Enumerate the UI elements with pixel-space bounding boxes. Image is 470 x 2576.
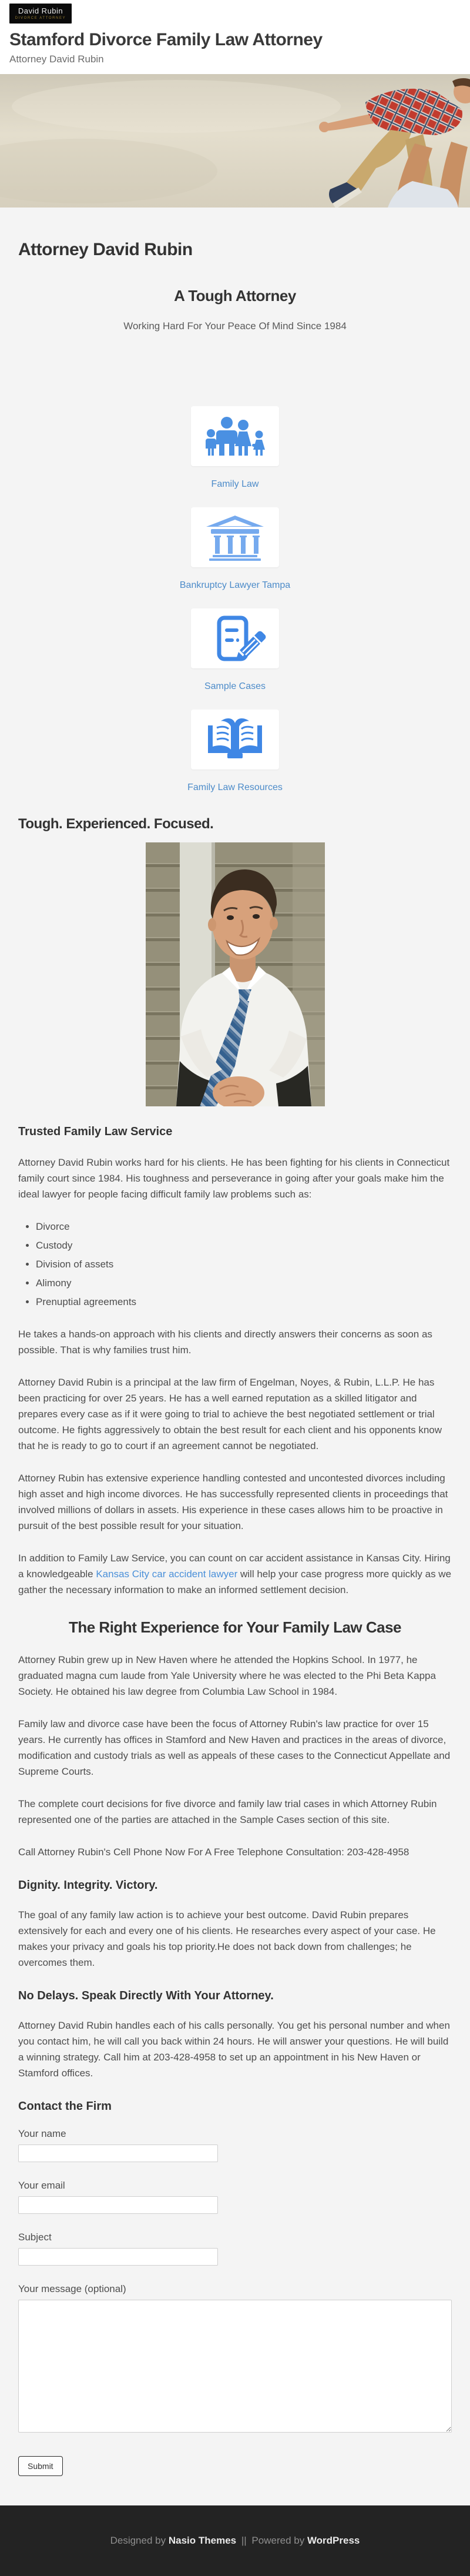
logo-title: David Rubin: [18, 6, 63, 15]
experience-heading: The Right Experience for Your Family Law Case: [68, 1618, 402, 1636]
contact-form: [18, 2127, 452, 2476]
sample-cases-card[interactable]: [191, 608, 279, 668]
wordpress-link[interactable]: WordPress: [307, 2535, 360, 2546]
site-title: Stamford Divorce Family Law Attorney: [9, 30, 323, 49]
logo-subtitle: DIVORCE ATTORNEY: [15, 16, 66, 20]
kansas-city-link[interactable]: Kansas City car accident lawyer: [96, 1568, 238, 1580]
bankruptcy-link[interactable]: Bankruptcy Lawyer Tampa: [179, 580, 291, 590]
list-item: • Custody: [36, 1237, 452, 1253]
attorney-portrait-photo: [146, 842, 325, 1106]
subheadline: Working Hard For Your Peace Of Mind Since 1984: [123, 320, 347, 332]
tough-heading: Tough. Experienced. Focused.: [18, 816, 214, 832]
intro-paragraph: Attorney David Rubin works hard for his clients. He has been fighting for his clients in Connecticut family court since 1984. His toughness and perseverance in going after your goals make him the ideal lawyer for people facing difficult family law problems such as:: [18, 1157, 450, 1200]
contact-heading: Contact the Firm: [18, 2100, 112, 2113]
message-field[interactable]: [18, 2300, 452, 2433]
list-item: • Alimony: [36, 1275, 452, 1291]
bankruptcy-card[interactable]: [191, 507, 279, 567]
parent-lifting-child-illustration: [0, 74, 470, 208]
submit-button[interactable]: Submit: [18, 2456, 63, 2476]
principal-paragraph: Attorney David Rubin is a principal at the law firm of Engelman, Noyes, & Rubin, L.L.P. He has been practicing for over 25 years. He has a well earned reputation as a skilled litigator and prepares every case as if it were going to trial to achieve the best negotiated settlement or trial outcome. He fights aggressively to obtain the best result for each client and his opponents know that he is ready to go to court if an agreement cannot be negotiated.: [18, 1377, 442, 1451]
kansas-paragraph: [18, 1550, 452, 1598]
footer-credits: [110, 2535, 360, 2547]
resources-card[interactable]: [191, 710, 279, 770]
decisions-paragraph: The complete court decisions for five divorce and family law trial cases in which Attorney Rubin represented one of the parties are attached in the Sample Cases section of this site.: [18, 1798, 437, 1825]
kansas-text-after: will help your case progress more quickly as we gather the necessary information to make an informed settlement decision.: [18, 1568, 452, 1595]
call-to-action: Call Attorney Rubin's Cell Phone Now For A Free Telephone Consultation: 203-428-4958: [18, 1846, 409, 1858]
no-delays-paragraph: Attorney David Rubin handles each of his calls personally. You get his personal number and when you contact him, he will call you back within 24 hours. He will answer your questions. He will build a winning strategy. Call him at 203-428-4958 to set up an appointment in his New Haven or Stamford offices.: [18, 2020, 450, 2079]
no-delays-heading: No Delays. Speak Directly With Your Attorney.: [18, 1989, 274, 2002]
list-item: • Division of assets: [36, 1256, 452, 1272]
nav-card-sample-cases: [18, 608, 452, 693]
dignity-heading: Dignity. Integrity. Victory.: [18, 1879, 158, 1892]
name-field[interactable]: [18, 2145, 218, 2162]
family-law-card[interactable]: [191, 406, 279, 466]
footer-separator: ||: [241, 2535, 247, 2546]
site-footer: [0, 2505, 470, 2576]
site-logo[interactable]: [9, 4, 72, 24]
main-content: [0, 208, 470, 2505]
page-title: Attorney David Rubin: [18, 240, 193, 259]
family-icon: [203, 416, 267, 457]
open-book-icon: [203, 716, 267, 763]
hands-on-paragraph: He takes a hands-on approach with his clients and directly answers their concerns as soon as possible. That is why families trust him.: [18, 1329, 432, 1356]
hero-image: [0, 74, 470, 208]
nav-card-bankruptcy: [18, 507, 452, 592]
list-item: • Divorce: [36, 1219, 452, 1235]
family-law-link[interactable]: Family Law: [211, 479, 259, 489]
focus-paragraph: Family law and divorce case have been the focus of Attorney Rubin's law practice for over 15 years. He currently has offices in Stamford and New Haven and practices in the areas of divorce, modification and custody trials as well as appeals of these cases to the Connecticut Appellate and Supreme Courts.: [18, 1718, 451, 1777]
subject-field[interactable]: [18, 2248, 218, 2266]
site-header: [0, 0, 470, 74]
powered-by-text: Powered by: [251, 2535, 305, 2546]
nav-card-resources: [18, 710, 452, 794]
site-tagline: Attorney David Rubin: [9, 53, 104, 65]
headline: A Tough Attorney: [174, 287, 296, 305]
attorney-portrait-illustration: [146, 842, 325, 1106]
experience-paragraph: Attorney Rubin has extensive experience handling contested and uncontested divorces including high asset and high income divorces. He has successfully represented clients in proceedings that involved millions of dollars in assets. His experience in these cases allows him to be proactive in pursuit of the best possible result for your situation.: [18, 1473, 448, 1531]
email-field[interactable]: [18, 2196, 218, 2214]
practice-areas-list: [18, 1219, 452, 1310]
message-label: Your message (optional): [18, 2283, 126, 2294]
courthouse-icon: [203, 514, 267, 561]
nav-cards: [18, 406, 452, 794]
sample-cases-link[interactable]: Sample Cases: [204, 681, 266, 691]
nav-card-family-law: [18, 406, 452, 491]
document-pencil-icon: [203, 615, 267, 662]
kansas-text-before: In addition to Family Law Service, you can count on car accident assistance in Kansas City. Hiring a knowledgeable: [18, 1553, 451, 1580]
email-label: Your email: [18, 2180, 65, 2191]
nasio-themes-link[interactable]: Nasio Themes: [168, 2535, 237, 2546]
bio-paragraph: Attorney Rubin grew up in New Haven where he attended the Hopkins School. In 1977, he graduated magna cum laude from Yale University where he was elected to the Phi Beta Kappa Society. He obtained his law degree from Columbia Law School in 1984.: [18, 1654, 436, 1697]
list-item: • Prenuptial agreements: [36, 1294, 452, 1310]
designed-by-text: Designed by: [110, 2535, 166, 2546]
subject-label: Subject: [18, 2232, 52, 2243]
trusted-heading: Trusted Family Law Service: [18, 1125, 173, 1138]
dignity-paragraph: The goal of any family law action is to achieve your best outcome. David Rubin prepares extensively for each and every one of his clients. He researches every aspect of your case. He makes your privacy and goals his top priority.He does not back down from challenges; he overcomes them.: [18, 1909, 436, 1968]
name-label: Your name: [18, 2128, 66, 2139]
resources-link[interactable]: Family Law Resources: [187, 782, 283, 792]
